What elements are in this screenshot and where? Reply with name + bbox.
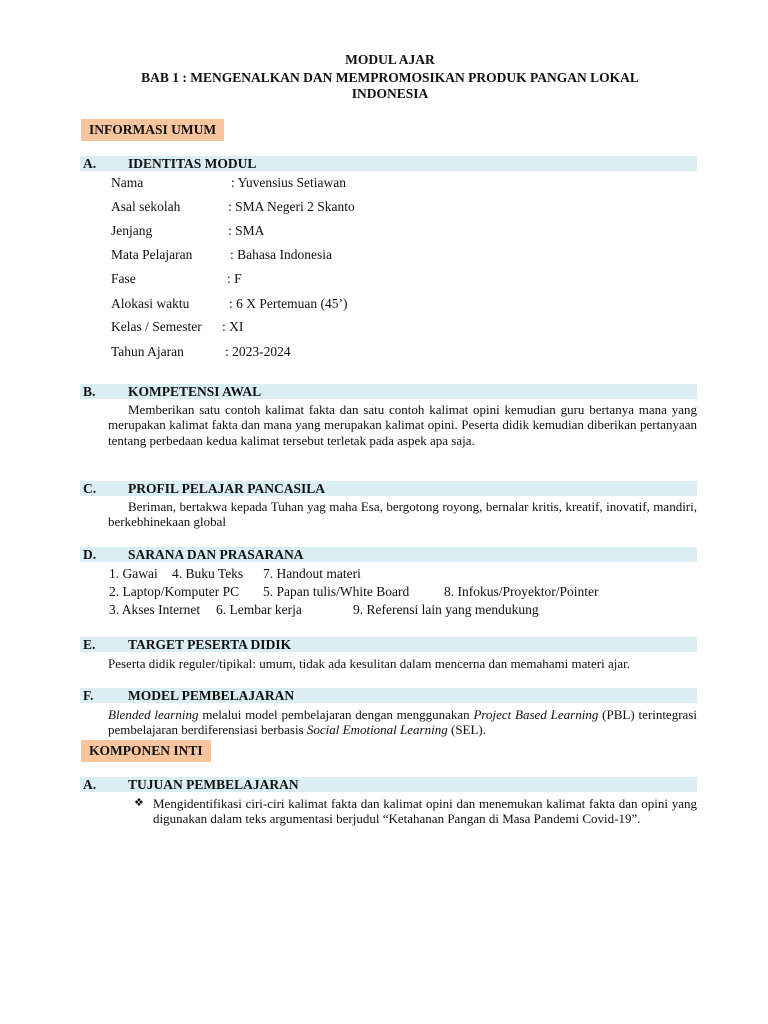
sarana-item: 6. Lembar kerja <box>216 602 302 617</box>
identity-row-asal-sekolah <box>111 199 355 215</box>
section-letter: A. <box>83 156 97 171</box>
section-title: PROFIL PELAJAR PANCASILA <box>128 481 326 496</box>
section-identitas-modul <box>80 156 697 171</box>
identity-row-jenjang <box>111 223 265 239</box>
identity-value: : Yuvensius Setiawan <box>231 175 346 190</box>
section-letter: E. <box>83 637 96 652</box>
sarana-item: 2. Laptop/Komputer PC <box>109 584 240 599</box>
profil-pelajar-text: Beriman, bertakwa kepada Tuhan yag maha Esa, bergotong royong, bernalar kritis, kreatif, inovatif, mandiri, berkebhinekaan global <box>108 499 697 530</box>
section-target-peserta-didik <box>80 637 697 652</box>
chapter-title-line1: BAB 1 : MENGENALKAN DAN MEMPROMOSIKAN PRODUK PANGAN LOKAL <box>141 70 639 85</box>
identity-label: Jenjang <box>111 223 153 238</box>
section-letter: C. <box>83 481 97 496</box>
model-text-italic: Project Based Learning <box>473 707 599 722</box>
identity-label: Kelas / Semester <box>111 319 202 334</box>
section-tujuan-pembelajaran <box>80 777 697 792</box>
section-kompetensi-awal <box>80 384 697 399</box>
section-title: SARANA DAN PRASARANA <box>128 547 304 562</box>
section-sarana-prasarana <box>80 547 697 562</box>
section-title: TUJUAN PEMBELAJARAN <box>128 777 299 792</box>
kompetensi-awal-text: Memberikan satu contoh kalimat fakta dan satu contoh kalimat opini kemudian guru bertanya mana yang merupakan kalimat fakta dan mana yang merupakan kalimat opini. Peserta didik kemudian diberikan pertanyaan tentang perbedaan kedua kalimat tersebut terletak pada aspek apa saja. <box>108 402 697 448</box>
identity-label: Tahun Ajaran <box>111 344 184 359</box>
model-pembelajaran-text <box>108 707 697 738</box>
identity-row-fase <box>111 271 242 287</box>
identity-label: Asal sekolah <box>111 199 181 214</box>
identity-row-nama <box>111 175 346 191</box>
model-text-italic: Blended learning <box>108 707 199 722</box>
section-letter: D. <box>83 547 97 562</box>
model-text-italic: Social Emotional Learning <box>306 722 448 738</box>
sarana-item: 9. Referensi lain yang mendukung <box>353 602 539 617</box>
diamond-bullet-icon: ❖ <box>134 797 144 809</box>
identity-row-kelas-semester <box>111 319 244 335</box>
module-title: MODUL AJAR <box>345 52 435 67</box>
sarana-item: 1. Gawai <box>109 566 158 581</box>
model-text: (PBL) terintegrasi pembelajaran berdiferensiasi berbasis <box>108 707 697 738</box>
section-title: TARGET PESERTA DIDIK <box>128 637 292 652</box>
sarana-item: 5. Papan tulis/White Board <box>263 584 410 599</box>
group-label-komponen-inti: KOMPONEN INTI <box>81 740 211 762</box>
section-letter: B. <box>83 384 96 399</box>
sarana-item: 8. Infokus/Proyektor/Pointer <box>444 584 599 599</box>
identity-value: : SMA Negeri 2 Skanto <box>228 199 355 214</box>
section-title: KOMPETENSI AWAL <box>128 384 262 399</box>
section-title: IDENTITAS MODUL <box>128 156 257 171</box>
model-text: (SEL). <box>447 722 487 738</box>
identity-row-tahun-ajaran <box>111 344 291 360</box>
section-profil-pelajar-pancasila <box>80 481 697 496</box>
identity-label: Alokasi waktu <box>111 296 190 311</box>
identity-value: : 2023-2024 <box>225 344 291 359</box>
section-model-pembelajaran <box>80 688 697 703</box>
identity-value: : 6 X Pertemuan (45’) <box>229 296 348 311</box>
model-text: melalui model pembelajaran dengan menggunakan <box>198 707 474 722</box>
tujuan-pembelajaran-text: Mengidentifikasi ciri-ciri kalimat fakta dan kalimat opini dan menemukan kalimat fakta dan opini yang digunakan dalam teks argumentasi berjudul “Ketahanan Pangan di Masa Pandemi Covid-19”. <box>153 796 697 827</box>
identity-value: : XI <box>222 319 244 334</box>
group-label-informasi-umum: INFORMASI UMUM <box>81 119 224 141</box>
identity-value: : Bahasa Indonesia <box>230 247 332 262</box>
section-title: MODEL PEMBELAJARAN <box>128 688 295 703</box>
identity-label: Nama <box>111 175 144 190</box>
sarana-item: 3. Akses Internet <box>109 602 201 617</box>
chapter-title-line2: INDONESIA <box>351 86 429 101</box>
target-peserta-text: Peserta didik reguler/tipikal: umum, tidak ada kesulitan dalam mencerna dan memahami materi ajar. <box>108 656 630 671</box>
identity-row-mata-pelajaran <box>111 247 332 263</box>
sarana-item: 4. Buku Teks <box>172 566 244 581</box>
identity-value: : SMA <box>228 223 265 238</box>
identity-label: Mata Pelajaran <box>111 247 193 262</box>
section-letter: F. <box>83 688 94 703</box>
section-letter: A. <box>83 777 97 792</box>
identity-value: : F <box>227 271 242 286</box>
sarana-item: 7. Handout materi <box>263 566 361 581</box>
identity-label: Fase <box>111 271 136 286</box>
identity-row-alokasi-waktu <box>111 296 348 312</box>
